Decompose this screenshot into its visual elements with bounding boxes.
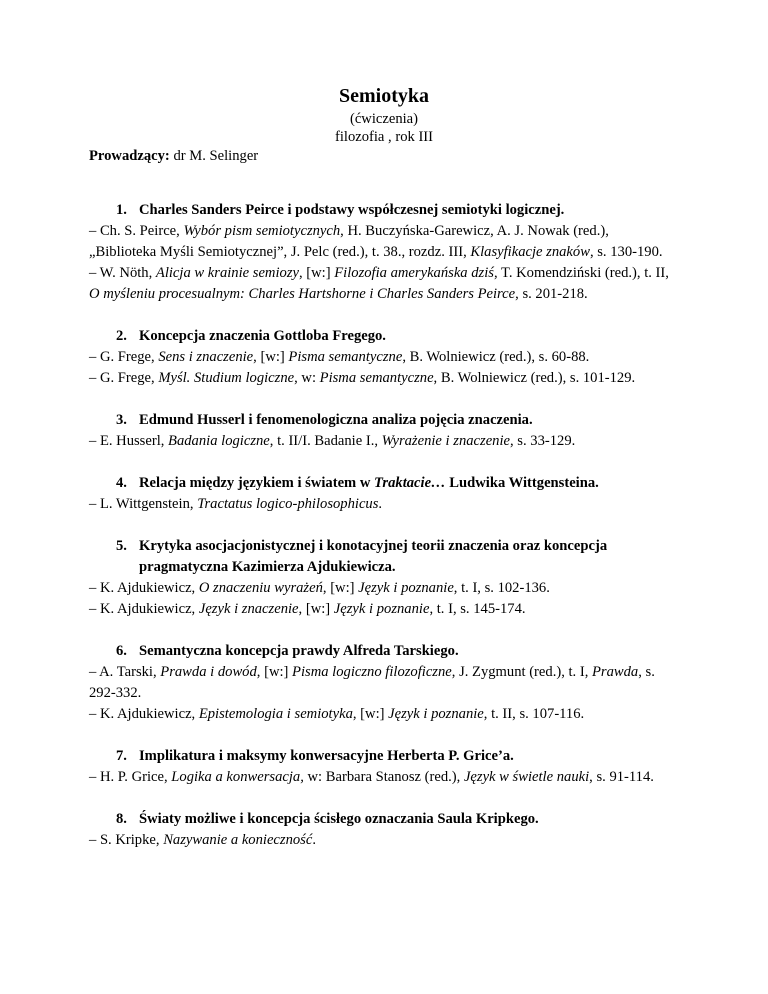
document-title: Semiotyka	[339, 85, 429, 107]
reference-italic: Język i poznanie	[388, 706, 484, 722]
document-subtitle-type: (ćwiczenia)	[349, 111, 419, 127]
reference-text: , B. Wolniewicz (red.), s. 60-88.	[402, 349, 590, 365]
reference-text: , [w:]	[352, 706, 389, 722]
section-heading	[89, 746, 679, 767]
section-heading-text: Światy możliwe i koncepcja ścisłego oznaczania Saula Kripkego.	[139, 811, 539, 827]
instructor-label: Prowadzący:	[89, 148, 170, 164]
reference-italic: Język i znaczenie	[198, 601, 299, 617]
reference-entry	[89, 704, 679, 725]
reference-text: – Ch. S. Peirce,	[89, 223, 184, 239]
reference-italic: Myśl. Studium logiczne	[158, 370, 295, 386]
reference-text: – L. Wittgenstein,	[89, 496, 198, 512]
reference-text: , J. Zygmunt (red.), t. I,	[451, 664, 593, 680]
section-list	[89, 200, 679, 872]
heading-text: Ludwika Wittgensteina.	[445, 475, 599, 491]
reference-italic: Filozofia amerykańska dziś	[334, 265, 494, 281]
reference-italic: Nazywanie a konieczność	[163, 832, 313, 848]
section-1	[89, 200, 679, 305]
reference-text: , [w:]	[322, 580, 359, 596]
reference-text: w: Barbara Stanosz (red.),	[303, 769, 464, 785]
reference-italic: Pisma semantyczne	[319, 370, 434, 386]
reference-text: , s. 292-332.	[89, 664, 655, 701]
heading-italic: Traktacie…	[374, 475, 446, 491]
section-5	[89, 536, 679, 620]
reference-text: .	[312, 832, 316, 848]
reference-italic: Tractatus logico-philosophicus	[197, 496, 379, 512]
reference-entry	[89, 431, 679, 452]
reference-italic: Epistemologia i semiotyka	[198, 706, 353, 722]
section-number: 7.	[116, 748, 127, 764]
section-number: 4.	[116, 475, 127, 491]
reference-text: , B. Wolniewicz (red.), s. 101-129.	[433, 370, 636, 386]
reference-text: , t. I, s. 102-136.	[453, 580, 550, 596]
reference-italic: Klasyfikacje znaków	[470, 244, 590, 260]
reference-text: , s. 91-114.	[589, 769, 654, 785]
reference-text: – E. Husserl,	[89, 433, 169, 449]
section-heading	[89, 410, 679, 431]
section-3	[89, 410, 679, 452]
reference-text: – A. Tarski,	[89, 664, 161, 680]
section-6	[89, 641, 679, 725]
reference-entry	[89, 368, 679, 389]
reference-entry	[89, 263, 679, 305]
reference-italic: Pisma semantyczne	[288, 349, 403, 365]
reference-italic: Język i poznanie	[358, 580, 454, 596]
reference-text: – K. Ajdukiewicz,	[89, 706, 199, 722]
section-number: 3.	[116, 412, 127, 428]
reference-text: – K. Ajdukiewicz,	[89, 580, 199, 596]
instructor-name: dr M. Selinger	[169, 148, 259, 164]
reference-text: , s. 201-218.	[515, 286, 588, 302]
reference-text: – H. P. Grice,	[89, 769, 172, 785]
reference-italic: Prawda i dowód	[160, 664, 257, 680]
reference-text: – K. Ajdukiewicz,	[89, 601, 199, 617]
reference-entry	[89, 599, 679, 620]
section-7	[89, 746, 679, 788]
section-number: 6.	[116, 643, 127, 659]
section-heading-text: Implikatura i maksymy konwersacyjne Herberta P. Grice’a.	[139, 748, 514, 764]
reference-text: , s. 33-129.	[510, 433, 576, 449]
section-4	[89, 473, 679, 515]
reference-text: , t. II, s. 107-116.	[483, 706, 585, 722]
section-number: 5.	[116, 538, 127, 554]
reference-entry	[89, 830, 679, 851]
reference-entry	[89, 767, 679, 788]
section-heading-text: Charles Sanders Peirce i podstawy współczesnej semiotyki logicznej.	[139, 202, 565, 218]
reference-entry	[89, 494, 679, 515]
section-number: 8.	[116, 811, 127, 827]
reference-entry	[89, 578, 679, 599]
reference-text: , s. 130-190.	[589, 244, 663, 260]
section-heading-text	[116, 473, 679, 494]
reference-text: , t. I, s. 145-174.	[429, 601, 526, 617]
reference-text: , T. Komendziński (red.), t. II,	[493, 265, 669, 281]
section-heading	[89, 641, 679, 662]
section-heading	[89, 326, 679, 347]
reference-italic: Sens i znaczenie	[158, 349, 254, 365]
instructor-line	[89, 146, 258, 167]
section-heading-text: Koncepcja znaczenia Gottloba Fregego.	[139, 328, 386, 344]
reference-text: , [w:]	[256, 664, 293, 680]
reference-italic: Badania logiczne	[168, 433, 270, 449]
reference-italic: Prawda	[592, 664, 639, 680]
reference-text: , [w:]	[298, 265, 335, 281]
reference-entry	[89, 221, 679, 263]
section-heading-text: Semantyczna koncepcja prawdy Alfreda Tarskiego.	[139, 643, 459, 659]
heading-text: Relacja między językiem i światem w	[139, 475, 375, 491]
reference-text: , [w:]	[298, 601, 334, 617]
reference-text: , [w:]	[253, 349, 289, 365]
section-number: 2.	[116, 328, 127, 344]
section-heading	[89, 200, 679, 221]
reference-italic: Wybór pism semiotycznych	[183, 223, 341, 239]
reference-text: , H. Buczyńska-Garewicz, A. J. Nowak (red.), „Biblioteka Myśli Semiotycznej”, J. Pelc (red.), t. 38., rozdz. III,	[89, 223, 609, 260]
reference-text: – W. Nöth,	[89, 265, 156, 281]
section-heading	[89, 473, 679, 494]
reference-italic: Język w świetle nauki	[463, 769, 590, 785]
reference-italic: O znaczeniu wyrażeń	[198, 580, 323, 596]
reference-italic: Logika a konwersacja,	[171, 769, 304, 785]
reference-text: .	[378, 496, 383, 512]
section-number: 1.	[116, 202, 127, 218]
section-2	[89, 326, 679, 389]
reference-text: – S. Kripke,	[89, 832, 164, 848]
section-8	[89, 809, 679, 851]
reference-text: – G. Frege,	[89, 370, 159, 386]
section-heading-text: Krytyka asocjacjonistycznej i konotacyjnej teorii znaczenia oraz koncepcja pragmatyczna Kazimierza Ajdukiewicza.	[139, 538, 608, 575]
reference-text: – G. Frege,	[89, 349, 159, 365]
document-subtitle-course: filozofia , rok III	[334, 129, 434, 145]
reference-italic: Pisma logiczno filozoficzne	[292, 664, 452, 680]
reference-entry	[89, 347, 679, 368]
reference-text: , w:	[294, 370, 320, 386]
section-heading-text: Edmund Husserl i fenomenologiczna analiza pojęcia znaczenia.	[139, 412, 533, 428]
reference-italic: Język i poznanie	[333, 601, 430, 617]
reference-italic: Alicja w krainie semiozy	[155, 265, 299, 281]
section-heading	[89, 536, 679, 578]
reference-italic: Wyrażenie i znaczenie	[381, 433, 510, 449]
section-heading	[89, 809, 679, 830]
reference-italic: O myśleniu procesualnym: Charles Hartshorne i Charles Sanders Peirce	[89, 286, 516, 302]
reference-entry	[89, 662, 679, 704]
reference-text: , t. II/I. Badanie I.,	[269, 433, 382, 449]
